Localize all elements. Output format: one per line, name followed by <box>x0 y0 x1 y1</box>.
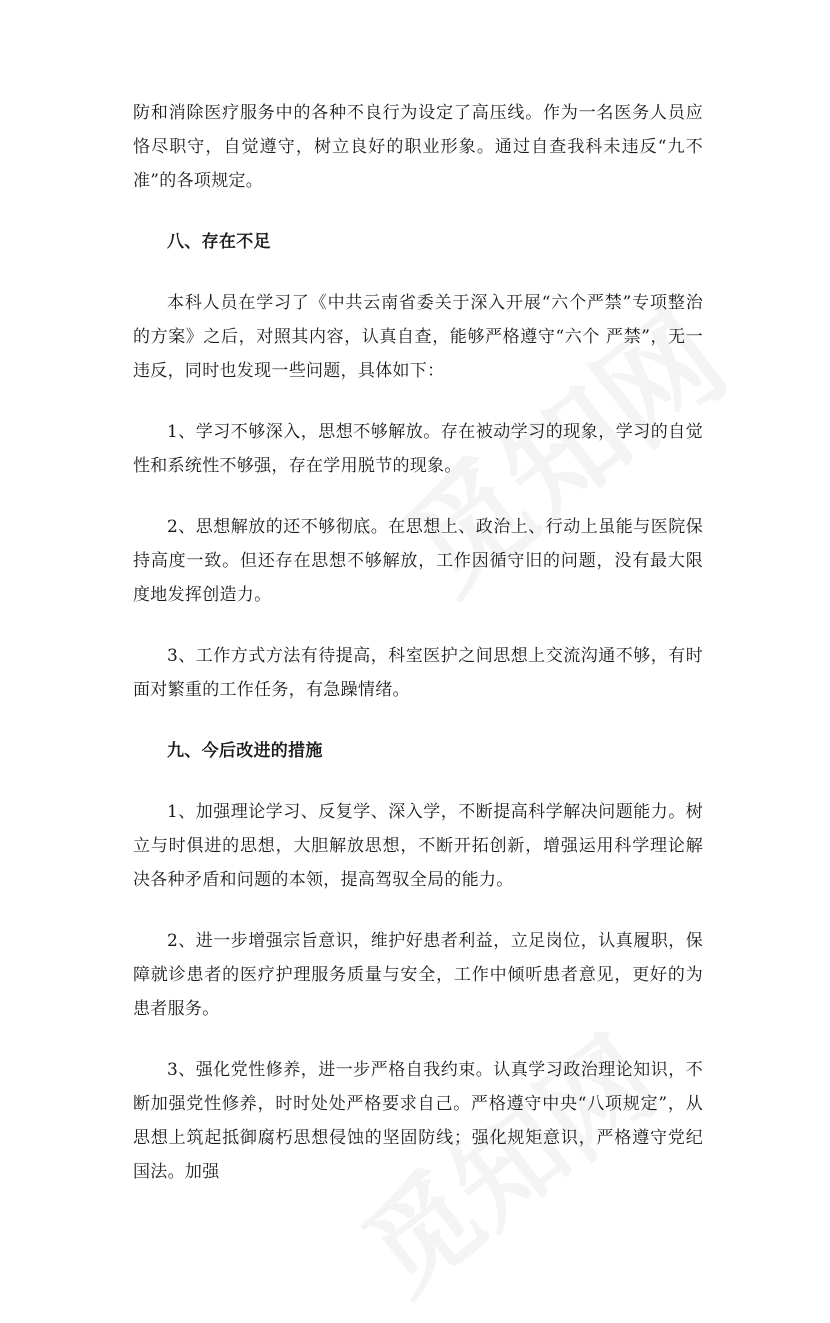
paragraph-item-3: 3、工作方式方法有待提高，科室医护之间思想上交流沟通不够，有时面对繁重的工作任务，有急躁情绪。 <box>133 646 703 700</box>
document-body <box>133 96 703 1189</box>
paragraph-measure-2: 2、进一步增强宗旨意识，维护好患者利益，立足岗位，认真履职，保障就诊患者的医疗护理服务质量与安全，工作中倾听患者意见，更好的为患者服务。 <box>133 931 703 1019</box>
paragraph-item-2: 2、思想解放的还不够彻底。在思想上、政治上、行动上虽能与医院保持高度一致。但还存在思想不够解放，工作因循守旧的问题，没有最大限度地发挥创造力。 <box>133 517 703 605</box>
paragraph-continuation: 防和消除医疗服务中的各种不良行为设定了高压线。作为一名医务人员应恪尽职守，自觉遵守，树立良好的职业形象。通过自查我科未违反“九不准”的各项规定。 <box>133 103 703 191</box>
paragraph-measure-1: 1、加强理论学习、反复学、深入学，不断提高科学解决问题能力。树立与时俱进的思想，大胆解放思想，不断开拓创新，增强运用科学理论解决各种矛盾和问题的本领，提高驾驭全局的能力。 <box>133 802 703 890</box>
paragraph-intro: 本科人员在学习了《中共云南省委关于深入开展“六个严禁”专项整治的方案》之后，对照其内容，认真自查，能够严格遵守“六个 严禁”，无一违反，同时也发现一些问题，具体如下： <box>133 293 703 381</box>
paragraph-item-1: 1、学习不够深入，思想不够解放。存在被动学习的现象，学习的自觉性和系统性不够强，存在学用脱节的现象。 <box>133 422 703 476</box>
paragraph-measure-3: 3、强化党性修养，进一步严格自我约束。认真学习政治理论知识，不断加强党性修养，时时处处严格要求自己。严格遵守中央“八项规定”，从思想上筑起抵御腐朽思想侵蚀的坚固防线；强化规矩意识，严格遵守党纪国法。加强 <box>133 1060 703 1182</box>
section-heading-8: 八、存在不足 <box>167 232 271 252</box>
section-heading-9: 九、今后改进的措施 <box>167 741 323 761</box>
